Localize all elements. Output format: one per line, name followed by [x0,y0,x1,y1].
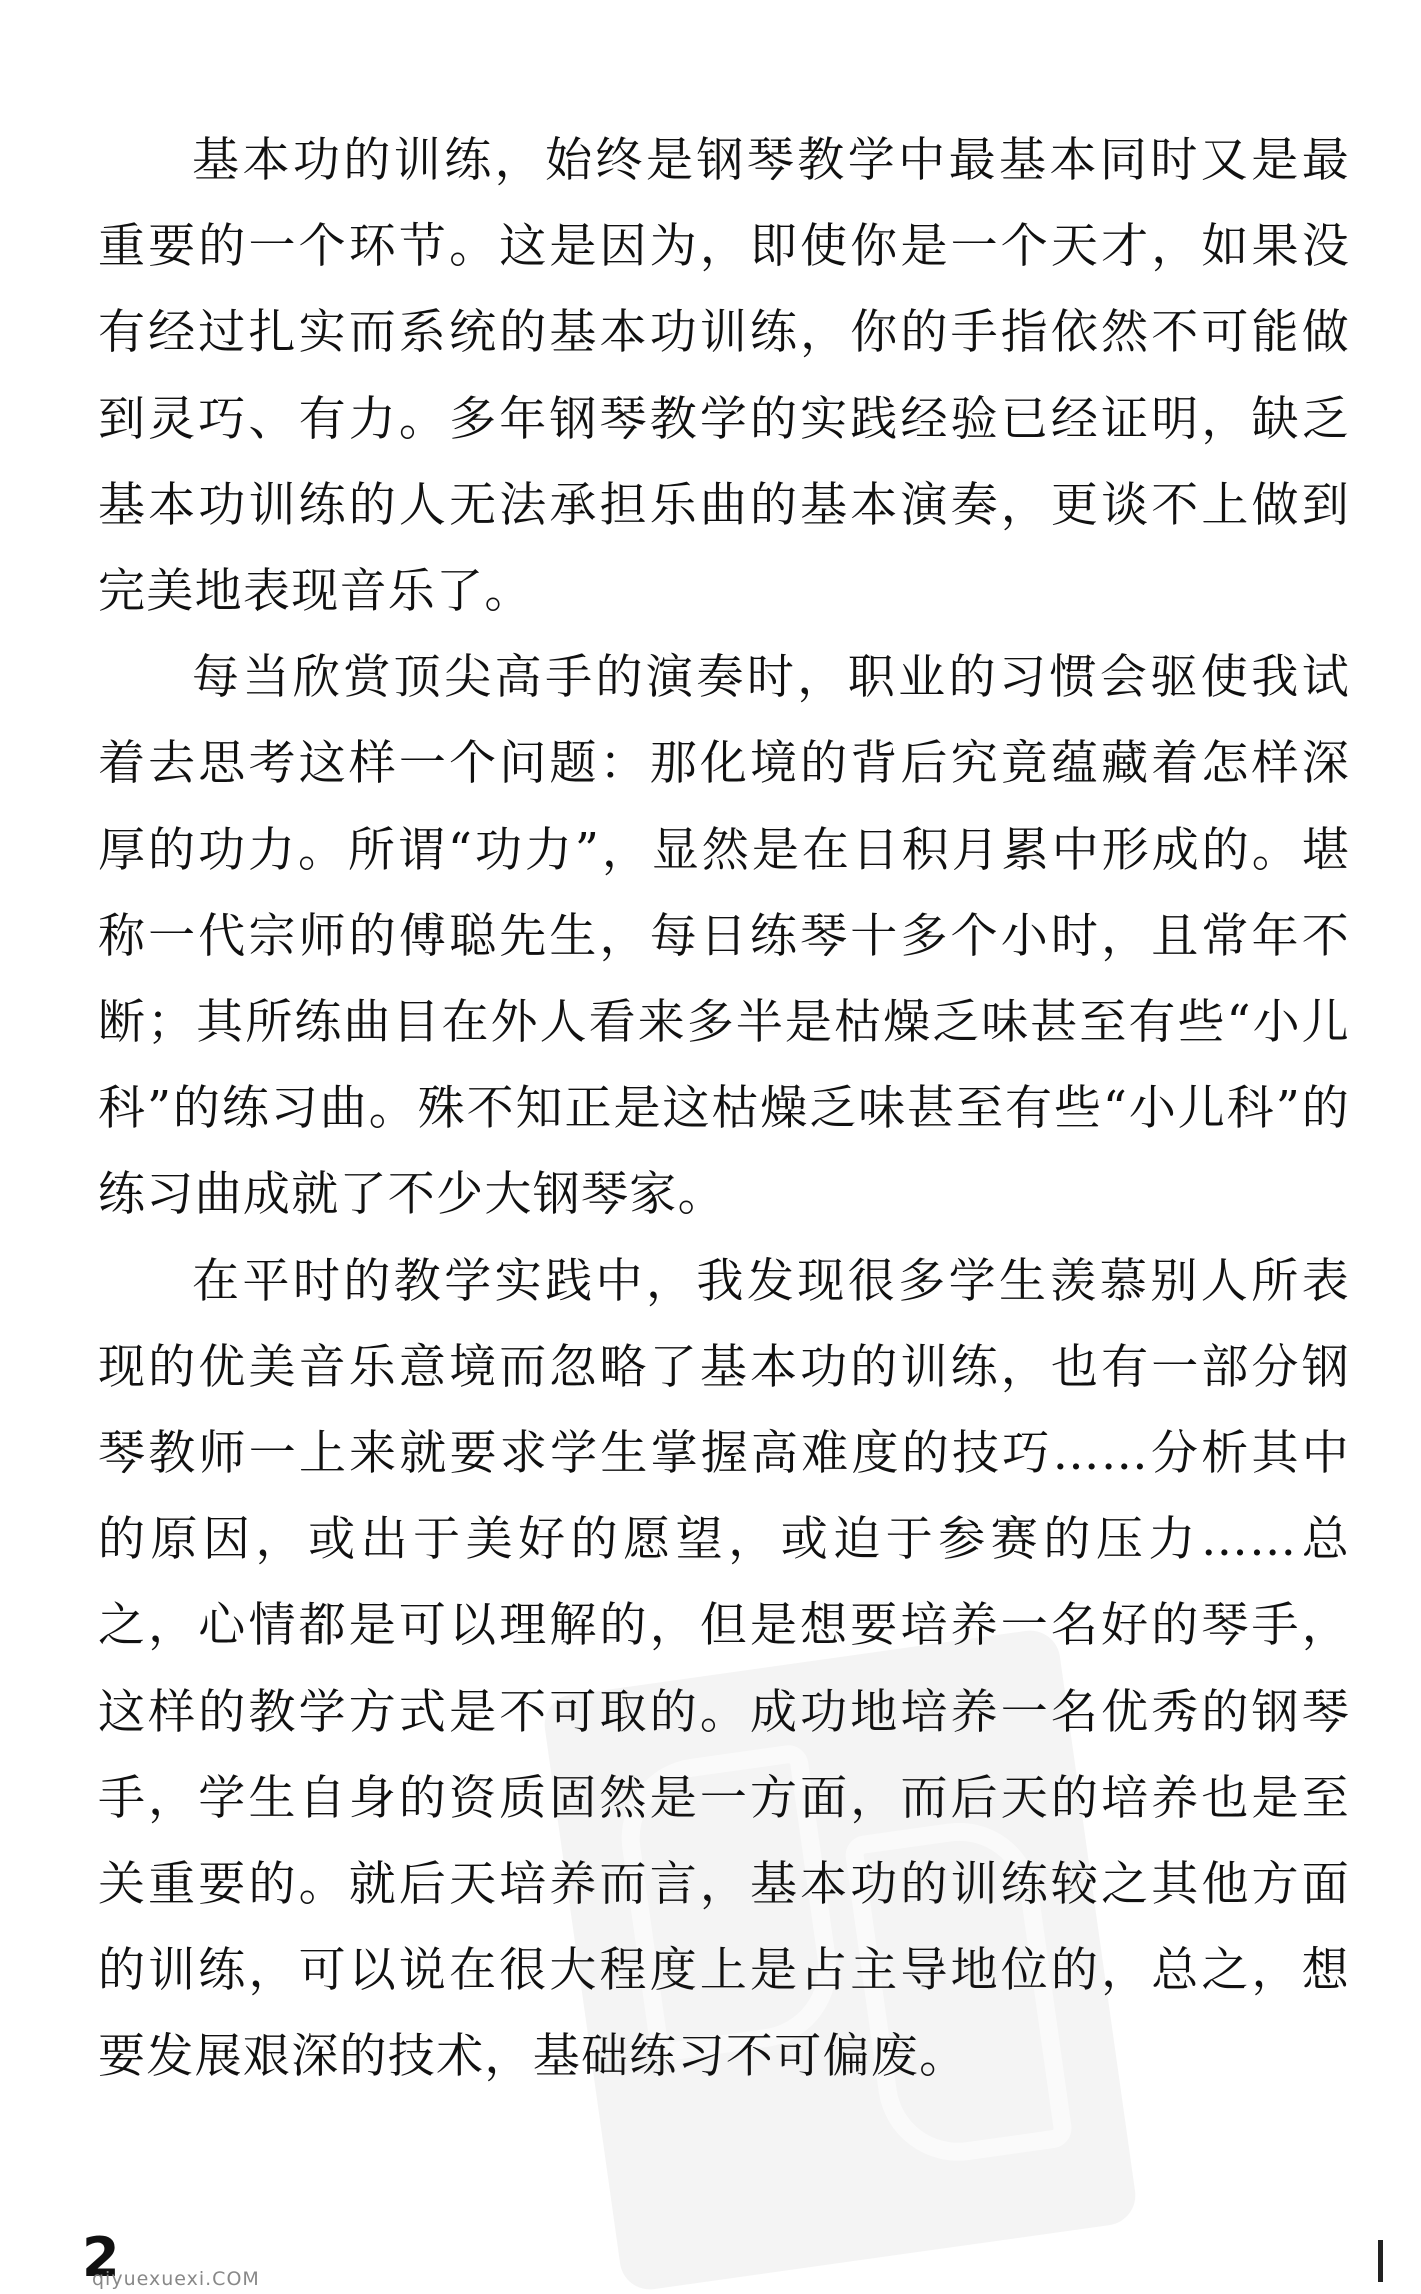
body-text [98,118,1350,2101]
paragraph-3: 在平时的教学实践中，我发现很多学生羡慕别人所表现的优美音乐意境而忽略了基本功的训练，也有一部分钢琴教师一上来就要求学生掌握高难度的技巧……分析其中的原因，或出于美好的愿望，或迫于参赛的压力……总之，心情都是可以理解的，但是想要培养一名好的琴手，这样的教学方式是不可取的。成功地培养一名优秀的钢琴手，学生自身的资质固然是一方面，而后天的培养也是至关重要的。就后天培养而言，基本功的训练较之其他方面的训练，可以说在很大程度上是占主导地位的，总之，想要发展艰深的技术，基础练习不可偏废。 [98,1253,1350,2085]
site-watermark: qiyuexuexi.COM [92,2268,260,2290]
edge-mark [1378,2240,1383,2282]
page-number: 2 [82,2226,120,2289]
paragraph-1: 基本功的训练，始终是钢琴教学中最基本同时又是最重要的一个环节。这是因为，即使你是一个天才，如果没有经过扎实而系统的基本功训练，你的手指依然不可能做到灵巧、有力。多年钢琴教学的实践经验已经证明，缺乏基本功训练的人无法承担乐曲的基本演奏，更谈不上做到完美地表现音乐了。 [98,133,1350,620]
paragraph-2: 每当欣赏顶尖高手的演奏时，职业的习惯会驱使我试着去思考这样一个问题：那化境的背后究竟蕴藏着怎样深厚的功力。所谓“功力”，显然是在日积月累中形成的。堪称一代宗师的傅聪先生，每日练琴十多个小时，且常年不断；其所练曲目在外人看来多半是枯燥乏味甚至有些“小儿科”的练习曲。殊不知正是这枯燥乏味甚至有些“小儿科”的练习曲成就了不少大钢琴家。 [98,650,1350,1223]
